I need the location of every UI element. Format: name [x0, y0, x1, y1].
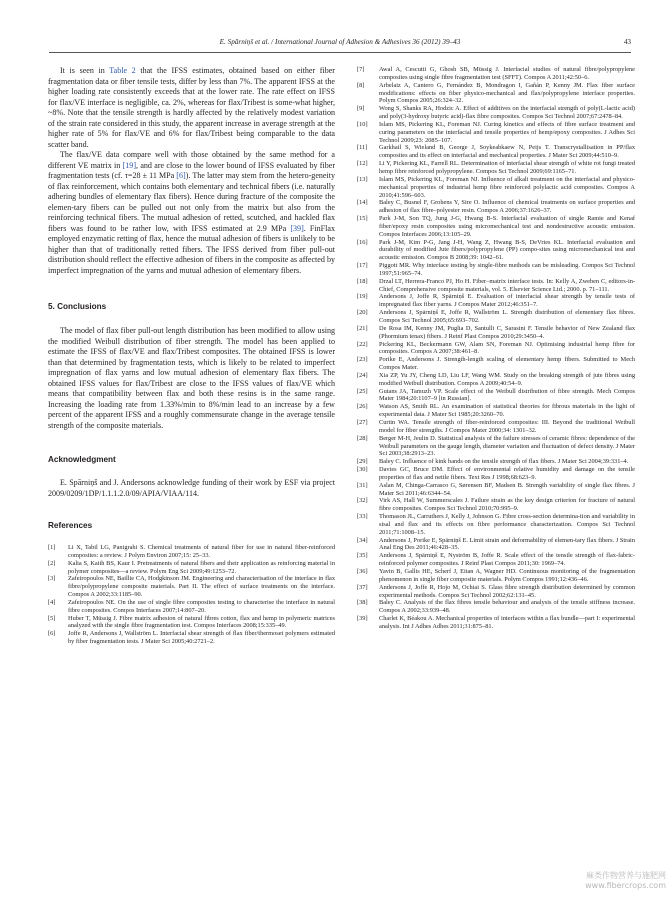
p1-text-b: that the IFSS estimates, obtained based on either fiber fragmentation data or fiber tensile tests, differ by less than 7%. The apparent IFSS at the higher loading rate consistently exceeds that at the lower rate. The rate effect on IFSS for flax/VE interface is negligible, ca. 2%, whereas for flax/Tribest is some-what higher, ~8%. Note that the tensile strength is hardly affected by the relatively modest variation of the strain rate considered in this study, the apparent increase in average strength at the higher rate of 5% for flax/VE and 6% for flax/Tribest being comparable to the data scatter band. [48, 66, 335, 149]
reference-number: [10] [357, 120, 368, 128]
reference-text: Wong S, Shanks RA, Hodzic A. Effect of additives on the interfacial strength of poly(L-lactic acid) and poly(3-hydroxy butyric acid)-flax fibre composites. Compos Sci Technol 2007;67:2478–84. [379, 105, 635, 121]
reference-item [357, 552, 635, 568]
citation-6[interactable]: [6] [176, 171, 186, 180]
reference-item [357, 121, 635, 145]
reference-number: [28] [357, 434, 368, 442]
reference-number: [13] [357, 175, 368, 183]
page-number: 43 [623, 38, 631, 46]
reference-text: Andersons J, Spārniņš E, Joffe R, Wallström L. Strength distribution of elementary flax fibres. Compos Sci Technol 2005;65:693–702. [379, 309, 635, 324]
reference-item [357, 199, 635, 215]
reference-text: Berger M-H, Jeulin D. Statistical analysis of the failure stresses of ceramic fibres: dependence of the Weibull parameters on the gauge length, diameter variation and fluctuation of defect density. J Mater Sci 2003;38:2913–23. [379, 434, 635, 458]
reference-number: [20] [357, 309, 368, 317]
reference-item [357, 466, 635, 482]
reference-item [357, 568, 635, 584]
reference-number: [2] [48, 559, 56, 567]
reference-text: Arbelaiz A, Cantero G, Fernández B, Mondragon I, Gañán P, Kenny JM. Flax fiber surface modifications: effects on fiber physico-mechanical and flax/polypropylene interface properties. Polym Compos 2005;26:324–32. [379, 81, 635, 105]
reference-number: [26] [357, 403, 368, 411]
reference-item [357, 293, 635, 309]
reference-item [357, 584, 635, 600]
running-title: E. Spārniņš et al. / International Journal of Adhesion & Adhesives 36 (2012) 39–43 [219, 38, 461, 46]
paragraph-discussion [48, 150, 335, 276]
reference-text: Huber T, Müssig J. Fibre matrix adhesion of natural fibres cotton, flax and hemp in polymeric matrices analyzed with the single fibre fragmentation test. Compos Interfaces 2008;15:335–49. [68, 614, 335, 630]
watermark-line-2: www.fibercrops.com [585, 881, 666, 890]
left-column [48, 66, 335, 646]
reference-text: Charlet K, Béakou A. Mechanical properties of interfaces within a flax bundle—part I: experimental analysis. Int J Adhes Adhes 2011;31:875–81. [379, 615, 635, 630]
reference-text: Awal A, Cescutti G, Ghosh SB, Müssig J. Interfacial studies of natural fibre/polypropylene composites using single fibre fragmentation test (SFFT). Compos A 2011;42:50–6. [379, 66, 635, 81]
reference-item [357, 160, 635, 176]
reference-number: [23] [357, 356, 368, 364]
reference-text: Baley C. Analysis of the flax fibres tensile behaviour and analysis of the tensile stiffness increase. Compos A 2002;33:939–48. [379, 599, 635, 615]
reference-list-left [48, 544, 335, 646]
right-column [357, 66, 635, 631]
reference-item [357, 372, 635, 388]
reference-number: [32] [357, 497, 368, 505]
reference-number: [39] [357, 615, 368, 623]
reference-item [357, 599, 635, 615]
p2-text-c: ). The latter may stem from the hetero-geneity of flax reinforcement, which contains both elementary and technical fibers (i.e. naturally adhering bundles of elementary flax fibers). Hence during fracture of the composite the elemen-tary fibers can be pulled out not only from the matrix but also from the reinforcing technical fibers. The mutual adhesion of retted, scutched, and hackled flax fibers was found to be rather low, with IFSS estimated at 2.9 MPa [48, 171, 335, 233]
reference-item [48, 615, 335, 631]
reference-text: Gutans JA, Tamuzh VP. Scale effect of the Weibull distribution of fibre strength. Mech Compos Mater 1984;20:1107–9 [in Russian]. [379, 387, 635, 403]
reference-number: [36] [357, 568, 368, 575]
reference-number: [11] [357, 144, 368, 152]
reference-number: [38] [357, 599, 368, 607]
reference-text: Garkhail S, Wieland B, George J, Soykeabkaew N, Peijs T. Transcrystallisation in PP/flax composites and its effect on interfacial and mechanical properties. J Mater Sci 2009;44:510–9. [379, 144, 635, 160]
reference-number: [16] [357, 238, 368, 246]
reference-text: Andersons J, Joffe R, Spārniņš E. Evaluation of interfacial shear strength by tensile tests of impregnated flax fiber yarns. J Compos Mater 2012;46:351–7. [379, 293, 635, 309]
site-watermark [585, 871, 666, 891]
reference-number: [9] [357, 105, 365, 113]
reference-text: Joffe R, Andersons J, Wallström L. Interfacial shear strength of flax fiber/thermoset polymers estimated by fiber fragmentation tests. J Mater Sci 2005;40:2721–2. [68, 630, 335, 646]
references-heading: References [48, 521, 93, 530]
p2-text-b: , and are close to the lower bound of IFSS evaluated by fiber fragmentation tests (cf. τ=28 ± 11 MPa [48, 160, 336, 180]
reference-item [357, 262, 635, 278]
reference-text: Xia ZP, Yu JY, Cheng LD, Liu LF, Wang WM. Study on the breaking strength of jute fibres using modified Weibull distribution. Compos A 2009;40:54–9. [379, 371, 635, 387]
reference-item [357, 458, 635, 466]
reference-number: [18] [357, 277, 368, 285]
reference-item [357, 309, 635, 325]
conclusions-heading: 5. Conclusions [48, 302, 107, 311]
reference-text: Pickering KL, Beckermann GW, Alam SN, Foreman NJ. Optimising industrial hemp fibre for composites. Compos A 2007;38:461–8. [379, 340, 635, 356]
reference-item [357, 356, 635, 372]
reference-text: Park J-M, Kim P-G, Jang J-H, Wang Z, Hwang B-S, DeVries KL. Interfacial evaluation and durability of modified Jute fibers/polypropylene (PP) compo-sites using micromechanical test and acoustic emission. Compos B 2008;39: 1042–61. [379, 238, 635, 262]
table-2-link[interactable]: Table 2 [109, 66, 136, 75]
reference-item [357, 325, 635, 341]
acknowledgment-text: E. Spārniņš and J. Andersons acknowledge funding of their work by ESF via project 2009/0209/1DP/1.1.1.2.0/09/APIA/VIAA/114. [48, 478, 335, 498]
reference-item [48, 544, 335, 560]
reference-item [48, 630, 335, 646]
reference-number: [7] [357, 66, 365, 73]
reference-text: Yavin B, Gallis HE, Scherf J, Eitan A, Wagner HD. Continuous monitoring of the fragmentation phenomenon in single fiber composite materials. Polym Compos 1991;12:436–46. [379, 568, 635, 583]
reference-text: Andersons J, Porike E, Spārniņš E. Limit strain and deformability of elemen-tary flax fibers. J Strain Anal Eng Des 2011;46:428–35. [379, 536, 635, 552]
reference-item [357, 482, 635, 498]
reference-number: [14] [357, 199, 368, 207]
conclusions-paragraph: The model of flax fiber pull-out length distribution has been modified to allow using the modified Weibull distribution of fiber strength. The model has been applied to estimate the IFSS of flax/VE and flax/Tribest composites. The obtained IFSS is lower than that determined by fragmentation tests, which is likely to be related to imperfect impregnation of flax yarns and low mutual adhesion of elementary flax fibers. The obtained IFSS values for flax/Tribest are close to the IFSS values of flax/VE which means that compatibility between flax and both these resins is in the same range. Increasing the loading rate from 1.33%/min to 8%/min lead to an increase by a few percent of the apparent IFSS and a roughly commensurate change in the average tensile strength of the composite materials. [48, 326, 335, 430]
p2-text-d: . FinFlax employed enzymatic retting of flax, hence the mutual adhesion of fibers is unlikely to be higher than that of traditionally retted fibers. The IFSS derived from fiber pull-out distribution should reflect the effective adhesion of fibers in the composite as affected by imperfect impregnation of the yarns and mutual adhesion of elementary fibers. [48, 223, 335, 275]
reference-text: Thomason JL, Carruthers J, Kelly J, Johnson G. Fibre cross-section determina-tion and variability in sisal and flax and its effects on fibre performance characterization. Compos Sci Technol 2011;71:1008–15. [379, 513, 635, 536]
reference-item [357, 615, 635, 631]
reference-number: [17] [357, 262, 368, 270]
reference-item [357, 497, 635, 513]
watermark-line-1: 麻类作物营养与施肥网 [586, 871, 666, 880]
reference-item [357, 144, 635, 160]
reference-text: Davies GC, Bruce DM. Effect of environmental relative humidity and damage on the tensile properties of flax and nettle fibers. Text Res J 1998;68:623–9. [379, 466, 635, 481]
reference-item [357, 388, 635, 404]
reference-text: Islam MS, Pickering KL, Foreman NJ. Influence of alkali treatment on the interfacial and physico-mechanical properties of industrial hemp fibre reinforced polylactic acid composites. Compos A 2010;41:596–603. [379, 175, 635, 199]
reference-number: [3] [48, 575, 56, 583]
citation-39[interactable]: [39] [290, 223, 304, 233]
reference-number: [33] [357, 513, 368, 521]
reference-number: [31] [357, 481, 368, 489]
reference-number: [37] [357, 583, 368, 591]
reference-list-right [357, 66, 635, 631]
reference-number: [29] [357, 458, 368, 466]
reference-text: Virk AS, Hall W, Summerscales J. Failure strain as the key design criterion for fracture of natural fibre composites. Compos Sci Technol 2010;70:995–9. [379, 497, 635, 513]
reference-text: Li Y, Pickering KL, Farrell RL. Determination of interfacial shear strength of white rot fungi treated hemp fibre reinforced polypropylene. Compos Sci Technol 2009;69:1165–71. [379, 160, 635, 175]
reference-text: Porike E, Andersons J. Strength-length scaling of elementary hemp fibers. Submitted to Mech Compos Mater. [379, 356, 635, 372]
reference-item [357, 239, 635, 263]
reference-item [48, 599, 335, 615]
reference-item [357, 341, 635, 357]
reference-item [357, 176, 635, 200]
reference-number: [6] [48, 630, 56, 638]
reference-text: Kalia S, Kaith BS, Kaur I. Pretreatments of natural fibers and their application as reinforcing material in polymer composites—a review. Polym Eng Sci 2009;49:1253–72. [68, 559, 335, 575]
reference-text: Aslan M, Chinga-Carrasco G, Sørensen BF, Madsen B. Strength variability of single flax fibres. J Mater Sci 2011;46:6344–54. [379, 481, 635, 497]
reference-number: [22] [357, 340, 368, 348]
acknowledgment-heading: Acknowledgment [48, 455, 116, 464]
reference-text: Islam MS, Pickering KL, Foreman NJ. Curing kinetics and effects of fibre surface treatment and curing parameters on the interfacial and tensile properties of hemp/epoxy composites. J Adhes Sci Technol 2009;23: 2085–107. [379, 120, 635, 144]
header-rule [49, 52, 631, 53]
reference-number: [35] [357, 552, 368, 560]
reference-text: Watson AS, Smith RL. An examination of statistical theories for fibrous materials in the light of experimental data. J Mater Sci 1985;20:3260–70. [379, 403, 635, 419]
reference-item [357, 513, 635, 537]
reference-item [357, 403, 635, 419]
reference-number: [19] [357, 293, 368, 301]
reference-number: [21] [357, 324, 368, 332]
reference-number: [12] [357, 160, 368, 168]
reference-number: [4] [48, 598, 56, 606]
reference-text: Li X, Tabil LG, Panigrahi S. Chemical treatments of natural fiber for use in natural fiber-reinforced composites: a review. J Polym Environ 2007;15: 25–33. [68, 544, 335, 559]
reference-text: Baley C, Busnel F, Grohens Y, Sire O. Influence of chemical treatments on surface properties and adhesion of flax fibre–polyester resin. Compos A 2006;37:1626–37. [379, 199, 635, 215]
reference-item [357, 82, 635, 106]
reference-item [357, 278, 635, 294]
reference-number: [1] [48, 544, 56, 551]
reference-text: Andersons J, Spārniņš E, Nyström B, Joffe R. Scale effect of the tensile strength of flax-fabric-reinforced polymer composites. J Reinf Plast Compos 2011;30: 1969–74. [379, 552, 635, 568]
paragraph-results [48, 66, 335, 150]
reference-number: [25] [357, 387, 368, 395]
reference-number: [24] [357, 371, 368, 379]
reference-text: Andersons J, Joffe R, Hojo M, Ochiai S. Glass fibre strength distribution determined by common experimental methods. Compos Sci Technol 2002;62:131–45. [379, 583, 635, 599]
reference-item [357, 537, 635, 553]
reference-number: [34] [357, 536, 368, 544]
p2-text-a: The flax/VE data compare well with those obtained by the same method for a different VE matrix in [48, 150, 335, 170]
reference-text: Drzal LT, Herrera-Franco PJ, Ho H. Fiber–matrix interface tests. In: Kelly A, Zweben C, editors-in-Chief, Comprehensive composite materials, vol. 5. Elsevier Science Ltd.; 2000. p. 71–111. [379, 277, 635, 293]
reference-text: Curtin WA. Tensile strength of fiber-reinforced composites: III. Beyond the traditional Weibull model for fiber strengths. J Compos Mater 2000;34: 1301–32. [379, 418, 635, 434]
reference-text: De Rosa IM, Kenny JM, Puglia D, Santulli C, Sarasini F. Tensile behavior of New Zealand flax (Phormium tenax) fibers. J Reinf Plast Compos 2010;29:3450–4. [379, 324, 635, 340]
reference-item [48, 575, 335, 599]
reference-number: [27] [357, 418, 368, 426]
running-header [49, 38, 631, 51]
citation-19[interactable]: [19] [122, 160, 137, 170]
reference-text: Zafeiropoulos NE, Baillie CA, Hodgkinson JM. Engineering and characterisation of the interface in flax fibre/polypropylene composite materials. Part II. The effect of surface treatments on the interface. Compos A 2002;33:1185–90. [68, 575, 335, 599]
reference-item [357, 105, 635, 121]
reference-text: Baley C. Influence of kink bands on the tensile strength of flax fibers. J Mater Sci 2004;39:331–4. [379, 458, 629, 466]
reference-text: Park J-M, Son TQ, Jung J-G, Hwang B-S. Interfacial evaluation of single Ramie and Kenaf fiber/epoxy resin composites using micromechanical test and nondestructive acoustic emission. Compos Interfaces 2006;13:105–29. [379, 215, 635, 238]
p1-text-a: It is seen in [60, 66, 110, 75]
reference-item [357, 215, 635, 239]
reference-text: Piggott MR. Why interface testing by single-fibre methods can be misleading. Compos Sci Technol 1997;51:965–74. [379, 262, 635, 277]
reference-number: [5] [48, 614, 56, 622]
reference-number: [15] [357, 215, 368, 223]
reference-number: [30] [357, 466, 368, 474]
reference-number: [8] [357, 81, 365, 89]
reference-item [48, 560, 335, 576]
reference-item [357, 419, 635, 435]
reference-item [357, 66, 635, 82]
reference-text: Zafeiropoulos NE. On the use of single fibre composites testing to characterise the interface in natural fibre composites. Compos Interfaces 2007;14:807–20. [68, 598, 335, 614]
reference-item [357, 435, 635, 459]
